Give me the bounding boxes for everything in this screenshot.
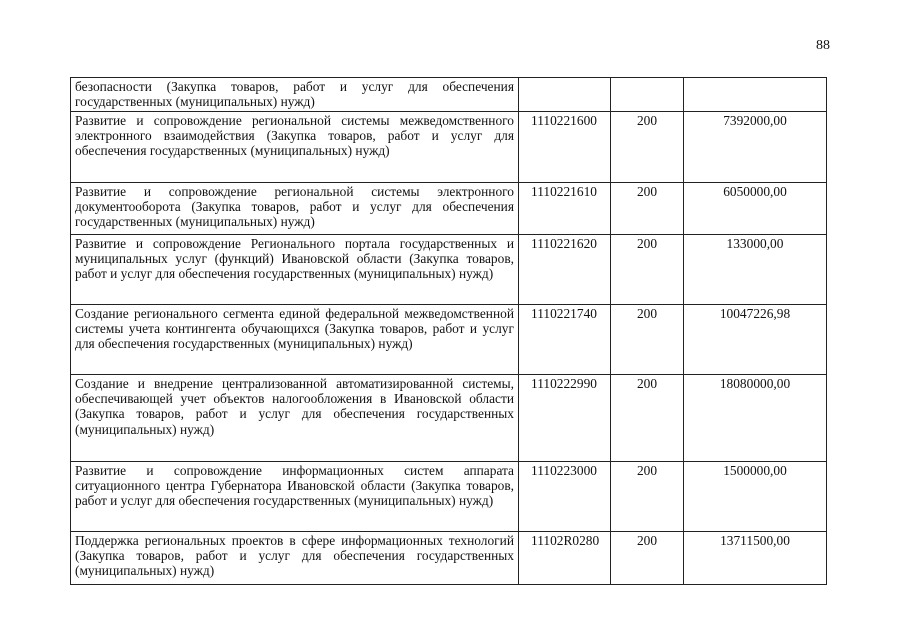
table-row [71, 532, 827, 585]
amount: 18080000,00 [684, 375, 827, 462]
target-code: 1110221620 [519, 235, 611, 305]
table-row [71, 375, 827, 462]
item-name: Развитие и сопровождение Регионального портала государственных и муниципальных услуг (функций) Ивановской области (Закупка товаров, работ и услуг для обеспечения государственных (муниципальных) нужд) [71, 235, 519, 305]
item-name: Поддержка региональных проектов в сфере информационных технологий (Закупка товаров, работ и услуг для обеспечения государственных (муниципальных) нужд) [71, 532, 519, 585]
item-name: Развитие и сопровождение информационных систем аппарата ситуационного центра Губернатора Ивановской области (Закупка товаров, работ и услуг для обеспечения государственных (муниципальных) нужд) [71, 462, 519, 532]
table-row [71, 305, 827, 375]
target-code [519, 78, 611, 112]
table-row [71, 183, 827, 235]
expense-type: 200 [611, 375, 684, 462]
expense-type: 200 [611, 112, 684, 183]
item-name: Создание и внедрение централизованной автоматизированной системы, обеспечивающей учет объектов налогообложения в Ивановской области (Закупка товаров, работ и услуг для обеспечения государственных (муниципальных) нужд) [71, 375, 519, 462]
amount [684, 78, 827, 112]
target-code: 1110221740 [519, 305, 611, 375]
table-row [71, 235, 827, 305]
expense-type: 200 [611, 532, 684, 585]
amount: 1500000,00 [684, 462, 827, 532]
table-row [71, 78, 827, 112]
page-number: 88 [816, 38, 830, 53]
target-code: 1110223000 [519, 462, 611, 532]
amount: 13711500,00 [684, 532, 827, 585]
budget-table [70, 77, 827, 585]
expense-type: 200 [611, 462, 684, 532]
item-name: Развитие и сопровождение региональной системы электронного документооборота (Закупка товаров, работ и услуг для обеспечения государственных (муниципальных) нужд) [71, 183, 519, 235]
amount: 6050000,00 [684, 183, 827, 235]
amount: 10047226,98 [684, 305, 827, 375]
expense-type: 200 [611, 183, 684, 235]
target-code: 1110221600 [519, 112, 611, 183]
expense-type [611, 78, 684, 112]
item-name: Развитие и сопровождение региональной системы межведомственного электронного взаимодействия (Закупка товаров, работ и услуг для обеспечения государственных (муниципальных) нужд) [71, 112, 519, 183]
target-code: 11102R0280 [519, 532, 611, 585]
expense-type: 200 [611, 235, 684, 305]
expense-type: 200 [611, 305, 684, 375]
target-code: 1110222990 [519, 375, 611, 462]
target-code: 1110221610 [519, 183, 611, 235]
amount: 133000,00 [684, 235, 827, 305]
table-row [71, 112, 827, 183]
item-name: Создание регионального сегмента единой федеральной межведомственной системы учета контингента обучающихся (Закупка товаров, работ и услуг для обеспечения государственных (муниципальных) нужд) [71, 305, 519, 375]
table-row [71, 462, 827, 532]
amount: 7392000,00 [684, 112, 827, 183]
item-name: безопасности (Закупка товаров, работ и услуг для обеспечения государственных (муниципальных) нужд) [71, 78, 519, 112]
